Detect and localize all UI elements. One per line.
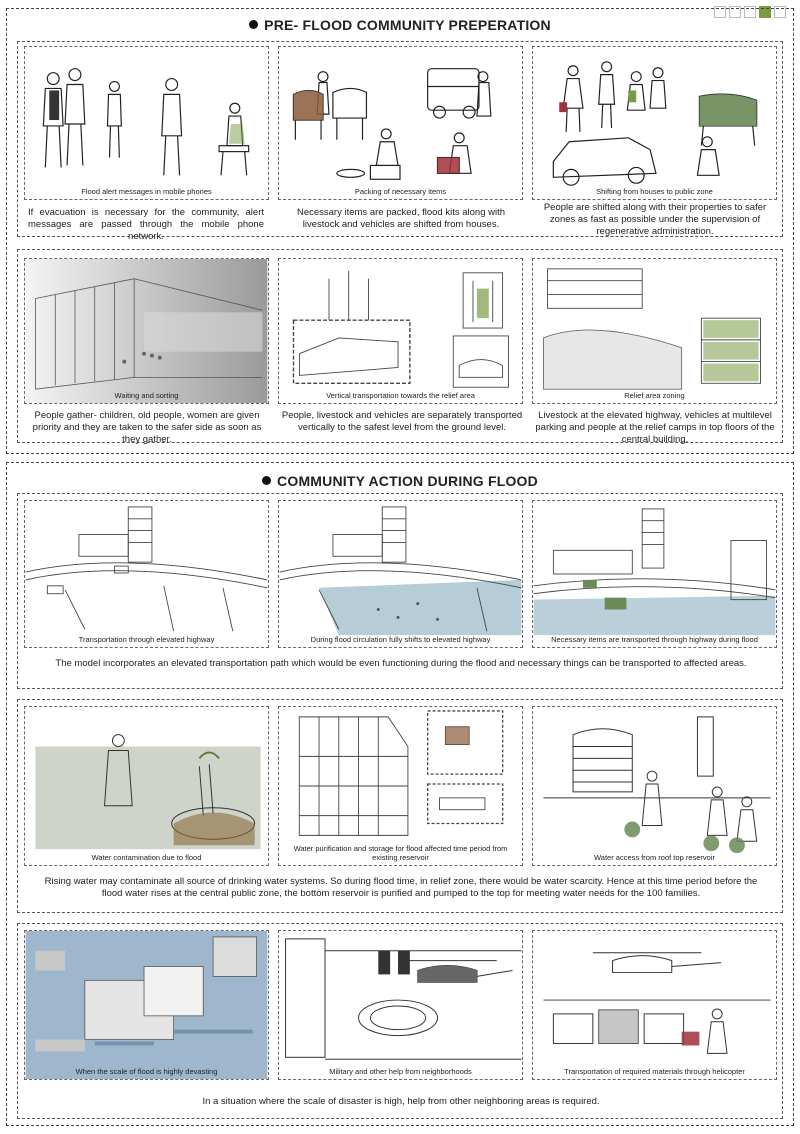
- panel-caption: Transportation through elevated highway: [78, 635, 215, 644]
- rooftop-reservoir-illustration: [533, 707, 776, 865]
- pre-flood-row-2: [17, 249, 783, 443]
- illustration-panel: [24, 500, 269, 648]
- pre-flood-row-1: [17, 41, 783, 242]
- people-with-phones-illustration: [25, 47, 268, 199]
- water-purification-illustration: [279, 707, 522, 865]
- external-help-group: [17, 923, 783, 1119]
- illustration-panel: [24, 258, 269, 404]
- group-description: The model incorporates an elevated transportation path which would be even functioning during the flood and necessary things can be transported to affected areas.: [55, 658, 747, 669]
- devastating-flood-illustration: [25, 931, 268, 1079]
- panel-caption: Military and other help from neighborhoods: [329, 1067, 472, 1076]
- illustration-panel: [532, 500, 777, 648]
- panel-caption: Relief area zoning: [624, 391, 685, 400]
- bullet-icon: [262, 476, 271, 485]
- elevated-highway-illustration: [25, 501, 268, 647]
- water-contamination-illustration: [25, 707, 268, 865]
- during-flood-section: [6, 462, 794, 1126]
- panel-caption: Vertical transportation towards the relief area: [326, 391, 475, 400]
- illustration-panel: [278, 706, 523, 866]
- panel-caption: Water purification and storage for flood affected time period from existing reservoir: [293, 844, 508, 862]
- panel-description: Necessary items are packed, flood kits along with livestock and vehicles are shifted from houses.: [296, 207, 506, 230]
- panel-description: Livestock at the elevated highway, vehicles at multilevel parking and people at the relief camps in top floors of the central building.: [535, 410, 775, 445]
- panel-caption: During flood circulation fully shifts to elevated highway: [310, 635, 491, 644]
- pre-flood-section: [6, 8, 794, 454]
- shifting-people-illustration: [533, 47, 776, 199]
- vertical-transport-illustration: [279, 259, 522, 403]
- elevated-highway-group: [17, 493, 783, 689]
- panel-caption: Packing of necessary items: [354, 187, 447, 196]
- illustration-panel: [532, 46, 777, 200]
- flooded-highway-illustration: [279, 501, 522, 647]
- panel-caption: Flood alert messages in mobile phones: [81, 187, 212, 196]
- panel-description: People, livestock and vehicles are separately transported vertically to the safest level from the ground level.: [281, 410, 523, 433]
- panel-caption: When the scale of flood is highly devasting: [75, 1067, 218, 1076]
- waiting-area-illustration: [25, 259, 268, 403]
- section-title: COMMUNITY ACTION DURING FLOOD: [7, 473, 793, 489]
- panel-caption: Necessary items are transported through highway during flood: [551, 635, 758, 644]
- group-description: In a situation where the scale of disaster is high, help from other neighboring areas is required.: [202, 1096, 600, 1107]
- illustration-panel: [24, 930, 269, 1080]
- helicopter-landing-illustration: [279, 931, 522, 1079]
- illustration-panel: [278, 930, 523, 1080]
- illustration-panel: [24, 706, 269, 866]
- illustration-panel: [278, 500, 523, 648]
- panel-caption: Transportation of required materials through helicopter: [564, 1067, 745, 1076]
- panel-caption: Waiting and sorting: [114, 391, 179, 400]
- illustration-panel: [24, 46, 269, 200]
- panel-caption: Water access from roof top reservoir: [593, 853, 715, 862]
- water-supply-group: [17, 699, 783, 913]
- panel-caption: Water contamination due to flood: [91, 853, 202, 862]
- illustration-panel: [278, 258, 523, 404]
- helicopter-supply-illustration: [533, 931, 776, 1079]
- panel-description: People gather- children, old people, women are given priority and they are taken to the safer side as soon as they gather.: [32, 410, 262, 445]
- panel-description: People are shifted along with their properties to safer zones as fast as possible under the supervision of regenerative administration.: [543, 202, 767, 237]
- bullet-icon: [249, 20, 258, 29]
- illustration-panel: [532, 258, 777, 404]
- illustration-panel: [532, 930, 777, 1080]
- relief-zoning-illustration: [533, 259, 776, 403]
- packing-items-illustration: [279, 47, 522, 199]
- illustration-panel: [278, 46, 523, 200]
- panel-caption: Shifting from houses to public zone: [596, 187, 713, 196]
- panel-description: If evacuation is necessary for the community, alert messages are passed through the mobile phone network.: [28, 207, 264, 242]
- section-title: PRE- FLOOD COMMUNITY PREPERATION: [7, 17, 793, 33]
- goods-transport-illustration: [533, 501, 776, 647]
- illustration-panel: [532, 706, 777, 866]
- group-description: Rising water may contaminate all source of drinking water systems. So during flood time, in relief zone, there would be water scarcity. Hence at this time period before the flood water rises at the central public zone, the bottom reservoir is purified and pumped to the top for meeting water needs for the 100 families.: [44, 876, 758, 899]
